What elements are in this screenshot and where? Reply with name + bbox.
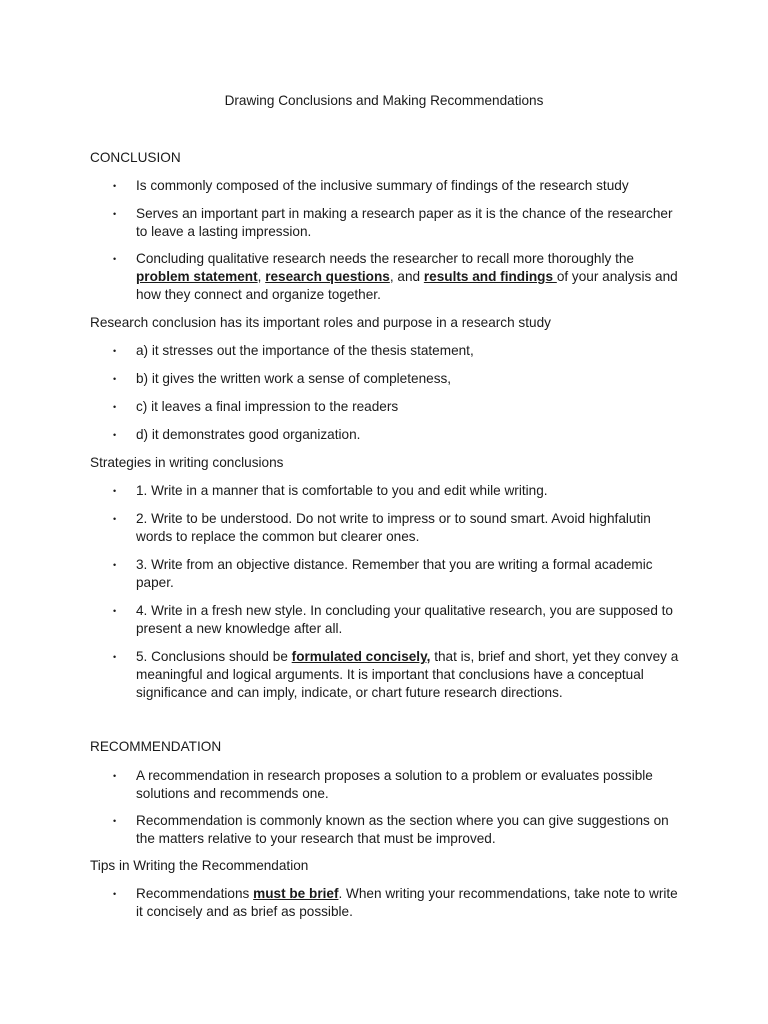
bullet-glyph: • xyxy=(113,374,117,384)
text-run: 5. Conclusions should be xyxy=(136,649,292,664)
text-run: that is, brief and short, yet they convey a meaningful and logical arguments. It is important that conclusions have a conceptual significance and can imply, indicate, or chart future research directions. xyxy=(136,649,679,700)
tips-intro: Tips in Writing the Recommendation xyxy=(90,858,309,873)
emphasis-research-questions: research questions xyxy=(265,269,390,284)
list-item-text: 2. Write to be understood. Do not write to impress or to sound smart. Avoid highfalutin words to replace the common but clearer ones. xyxy=(136,511,651,544)
conclusion-heading: CONCLUSION xyxy=(90,150,181,165)
list-item-text xyxy=(136,648,681,702)
list-item-text: A recommendation in research proposes a solution to a problem or evaluates possible solutions and recommends one. xyxy=(136,768,653,801)
emphasis-must-be-brief: must be brief xyxy=(253,886,339,901)
text-run: . When writing your recommendations, take note to write it concisely and as brief as possible. xyxy=(136,886,678,919)
list-item-text: 1. Write in a manner that is comfortable to you and edit while writing. xyxy=(136,483,548,498)
document-title: Drawing Conclusions and Making Recommendations xyxy=(224,93,544,108)
bullet-glyph: • xyxy=(113,430,117,440)
bullet-glyph: • xyxy=(113,606,117,616)
bullet-glyph: • xyxy=(113,209,117,219)
bullet-glyph: • xyxy=(113,402,117,412)
bullet-glyph: • xyxy=(113,816,117,826)
recommendation-heading: RECOMMENDATION xyxy=(90,739,222,754)
bullet-glyph: • xyxy=(113,560,117,570)
list-item-text: d) it demonstrates good organization. xyxy=(136,427,361,442)
bullet-glyph: • xyxy=(113,254,117,264)
bullet-glyph: • xyxy=(113,652,117,662)
emphasis-formulated-concisely: formulated concisely, xyxy=(291,649,431,664)
list-item-text: b) it gives the written work a sense of completeness, xyxy=(136,371,452,386)
list-item-text: 4. Write in a fresh new style. In concluding your qualitative research, you are supposed to present a new knowledge after all. xyxy=(136,603,673,636)
text-run: Concluding qualitative research needs the researcher to recall more thoroughly the xyxy=(136,251,634,266)
list-item-text: a) it stresses out the importance of the thesis statement, xyxy=(136,343,474,358)
bullet-glyph: • xyxy=(113,771,117,781)
emphasis-problem-statement: problem statement xyxy=(136,269,258,284)
bullet-glyph: • xyxy=(113,346,117,356)
list-item-text: Serves an important part in making a research paper as it is the chance of the researcher to leave a lasting impression. xyxy=(136,206,673,239)
list-item-text: c) it leaves a final impression to the readers xyxy=(136,399,399,414)
list-item-text xyxy=(136,885,681,921)
strategies-intro: Strategies in writing conclusions xyxy=(90,455,284,470)
list-item-text: Is commonly composed of the inclusive summary of findings of the research study xyxy=(136,178,629,193)
emphasis-results-and-findings: results and findings xyxy=(423,269,557,284)
text-run: of your analysis and how they connect and organize together. xyxy=(136,269,678,302)
bullet-glyph: • xyxy=(113,486,117,496)
list-item-text xyxy=(136,250,681,304)
bullet-glyph: • xyxy=(113,181,117,191)
list-item-text: 3. Write from an objective distance. Remember that you are writing a formal academic paper. xyxy=(136,557,653,590)
text-run: , and xyxy=(389,269,424,284)
bullet-glyph: • xyxy=(113,889,117,899)
text-run: , xyxy=(257,269,266,284)
list-item-text: Recommendation is commonly known as the section where you can give suggestions on the matters relative to your research that must be improved. xyxy=(136,813,669,846)
roles-intro: Research conclusion has its important roles and purpose in a research study xyxy=(90,315,551,330)
text-run: Recommendations xyxy=(136,886,254,901)
bullet-glyph: • xyxy=(113,514,117,524)
